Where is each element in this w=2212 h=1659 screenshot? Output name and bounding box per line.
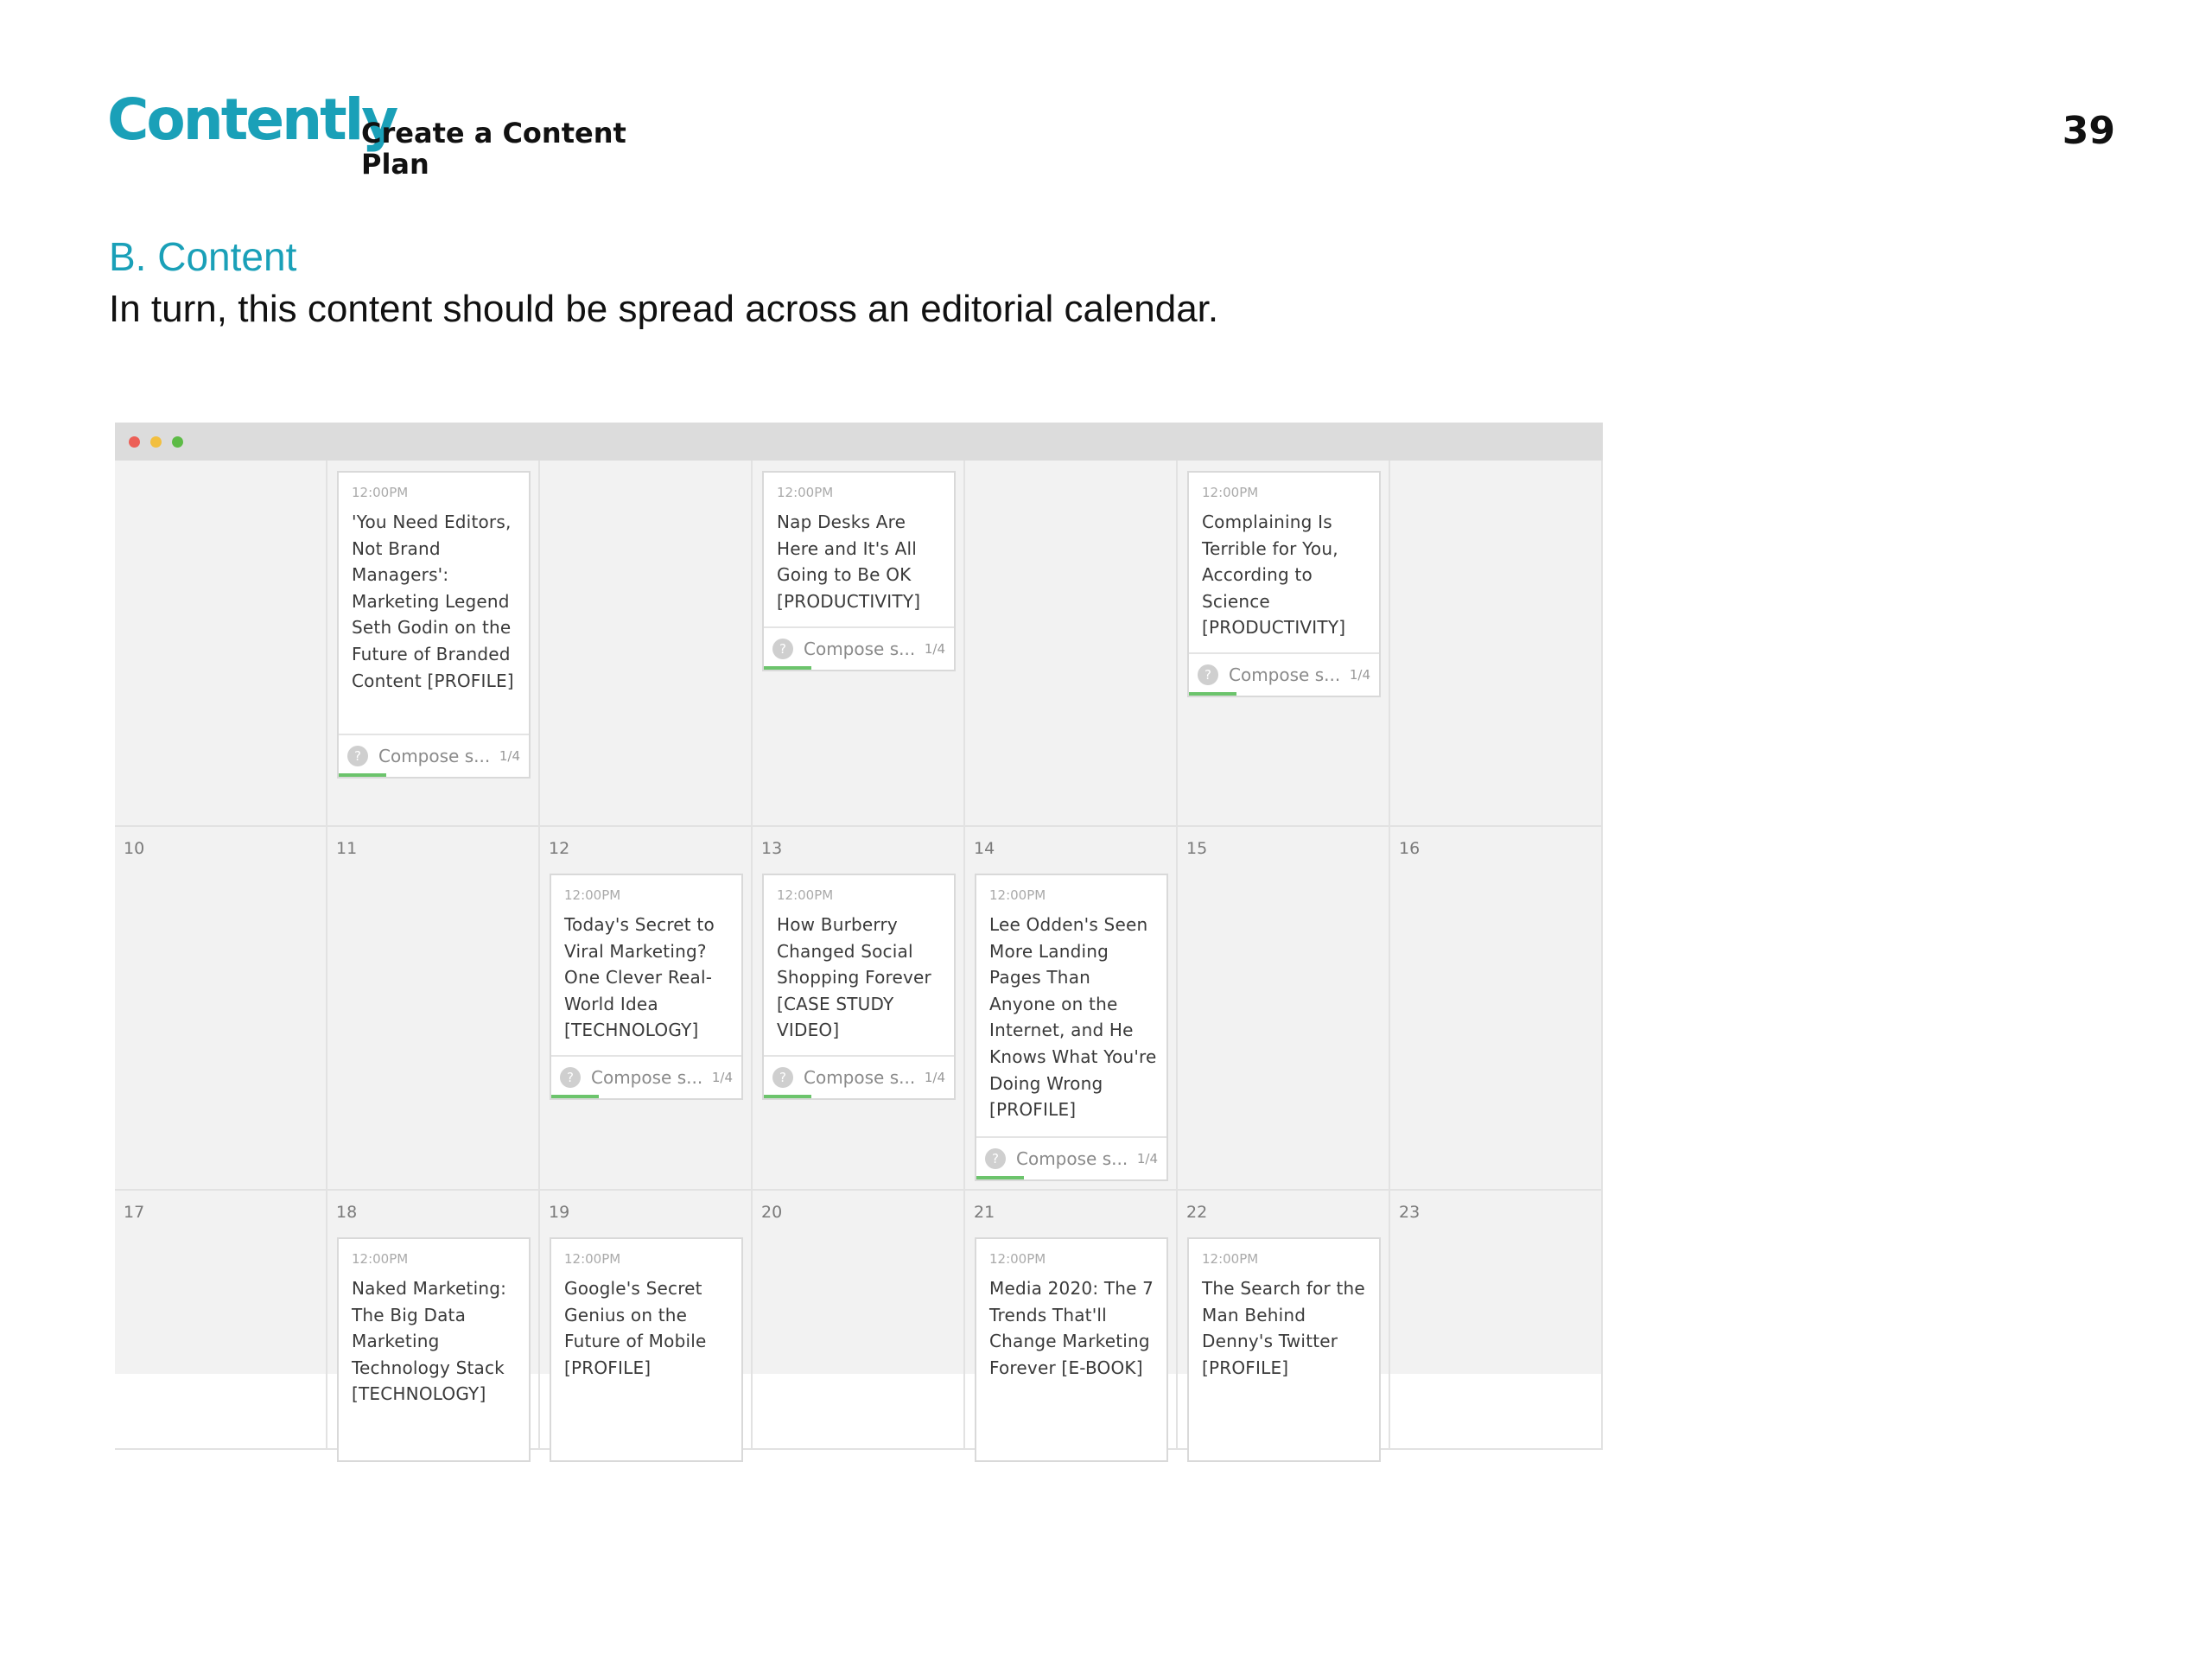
card-time: 12:00PM xyxy=(1202,1251,1259,1267)
calendar-day-cell[interactable] xyxy=(327,1191,540,1450)
calendar-day-cell[interactable] xyxy=(1390,1191,1603,1450)
calendar-day-cell[interactable] xyxy=(753,461,965,827)
card-title: The Search for the Man Behind Denny's Twitter [PROFILE] xyxy=(1202,1278,1365,1378)
calendar-day-number: 14 xyxy=(974,839,995,858)
calendar-day-cell[interactable] xyxy=(115,827,327,1191)
card-title: Lee Odden's Seen More Landing Pages Than Anyone on the Internet, and He Knows What You're Doing Wrong [PROFILE] xyxy=(989,914,1157,1121)
calendar-content-card[interactable] xyxy=(762,874,956,1100)
calendar-day-number: 20 xyxy=(761,1203,783,1222)
calendar-content-card[interactable] xyxy=(550,1237,743,1462)
page-number: 39 xyxy=(2062,109,2115,153)
minimize-window-dot-icon xyxy=(150,436,162,448)
card-title: Nap Desks Are Here and It's All Going to Be OK [PRODUCTIVITY] xyxy=(777,512,921,612)
contently-logo: Contently xyxy=(107,86,397,153)
card-title: Naked Marketing: The Big Data Marketing Technology Stack [TECHNOLOGY] xyxy=(352,1278,507,1405)
card-step-count: 1/4 xyxy=(1349,667,1370,683)
question-mark-icon: ? xyxy=(347,746,368,766)
card-compose-status: Compose s... xyxy=(1016,1148,1128,1169)
card-compose-status: Compose s... xyxy=(378,746,491,766)
question-mark-icon: ? xyxy=(985,1148,1006,1169)
calendar-day-number: 13 xyxy=(761,839,783,858)
calendar-day-number: 19 xyxy=(549,1203,570,1222)
calendar-content-card[interactable] xyxy=(1187,1237,1381,1462)
calendar-day-cell[interactable] xyxy=(965,827,1178,1191)
calendar-content-card[interactable] xyxy=(975,1237,1168,1462)
card-time: 12:00PM xyxy=(777,485,834,500)
question-mark-icon: ? xyxy=(772,639,793,659)
card-progress-bar xyxy=(976,1176,1024,1179)
card-title: 'You Need Editors, Not Brand Managers': Marketing Legend Seth Godin on the Future of Branded Content [PROFILE] xyxy=(352,512,514,691)
calendar-window-screenshot xyxy=(115,423,1603,1405)
calendar-day-number: 15 xyxy=(1186,839,1208,858)
card-status-footer[interactable] xyxy=(551,1055,741,1098)
calendar-day-cell[interactable] xyxy=(327,461,540,827)
calendar-content-card[interactable] xyxy=(975,874,1168,1181)
calendar-day-number: 23 xyxy=(1399,1203,1421,1222)
card-compose-status: Compose s... xyxy=(804,1067,916,1088)
calendar-content-card[interactable] xyxy=(1187,471,1381,697)
calendar-content-card[interactable] xyxy=(762,471,956,671)
card-step-count: 1/4 xyxy=(499,748,520,764)
question-mark-icon: ? xyxy=(772,1067,793,1088)
calendar-day-number: 21 xyxy=(974,1203,995,1222)
calendar-content-card[interactable] xyxy=(337,471,531,779)
calendar-day-cell[interactable] xyxy=(1178,461,1390,827)
close-window-dot-icon xyxy=(129,436,140,448)
card-title: Today's Secret to Viral Marketing? One Clever Real-World Idea [TECHNOLOGY] xyxy=(564,914,715,1041)
calendar-day-cell[interactable] xyxy=(965,461,1178,827)
calendar-day-cell[interactable] xyxy=(753,827,965,1191)
question-mark-icon: ? xyxy=(560,1067,581,1088)
card-compose-status: Compose s... xyxy=(591,1067,703,1088)
card-step-count: 1/4 xyxy=(1136,1151,1158,1166)
calendar-day-number: 18 xyxy=(336,1203,358,1222)
card-step-count: 1/4 xyxy=(924,1070,945,1085)
card-time: 12:00PM xyxy=(1202,485,1259,500)
card-progress-bar xyxy=(551,1095,599,1098)
card-time: 12:00PM xyxy=(352,1251,409,1267)
window-titlebar xyxy=(115,423,1603,461)
calendar-day-cell[interactable] xyxy=(540,827,753,1191)
calendar-day-cell[interactable] xyxy=(115,1191,327,1450)
card-title: Media 2020: The 7 Trends That'll Change Marketing Forever [E-BOOK] xyxy=(989,1278,1154,1378)
calendar-day-cell[interactable] xyxy=(1390,461,1603,827)
calendar-day-cell[interactable] xyxy=(1178,1191,1390,1450)
card-progress-bar xyxy=(1189,692,1236,696)
card-title: How Burberry Changed Social Shopping Forever [CASE STUDY VIDEO] xyxy=(777,914,931,1041)
question-mark-icon: ? xyxy=(1198,664,1218,685)
editorial-calendar-grid xyxy=(115,461,1603,1405)
card-time: 12:00PM xyxy=(564,887,621,903)
card-status-footer[interactable] xyxy=(764,1055,954,1098)
card-time: 12:00PM xyxy=(777,887,834,903)
maximize-window-dot-icon xyxy=(172,436,183,448)
card-title: Google's Secret Genius on the Future of Mobile [PROFILE] xyxy=(564,1278,707,1378)
section-body-text: In turn, this content should be spread across an editorial calendar. xyxy=(109,288,1219,330)
card-status-footer[interactable] xyxy=(339,734,529,777)
calendar-day-number: 10 xyxy=(124,839,145,858)
calendar-day-cell[interactable] xyxy=(965,1191,1178,1450)
calendar-day-number: 11 xyxy=(336,839,358,858)
card-status-footer[interactable] xyxy=(1189,652,1379,696)
card-status-footer[interactable] xyxy=(764,626,954,670)
calendar-day-number: 16 xyxy=(1399,839,1421,858)
card-progress-bar xyxy=(764,1095,811,1098)
calendar-day-number: 12 xyxy=(549,839,570,858)
card-time: 12:00PM xyxy=(989,1251,1046,1267)
card-title: Complaining Is Terrible for You, According to Science [PRODUCTIVITY] xyxy=(1202,512,1346,639)
calendar-day-number: 22 xyxy=(1186,1203,1208,1222)
calendar-day-cell[interactable] xyxy=(540,461,753,827)
calendar-content-card[interactable] xyxy=(337,1237,531,1462)
card-time: 12:00PM xyxy=(352,485,409,500)
card-step-count: 1/4 xyxy=(924,641,945,657)
card-compose-status: Compose s... xyxy=(1229,664,1341,685)
calendar-day-cell[interactable] xyxy=(540,1191,753,1450)
card-status-footer[interactable] xyxy=(976,1136,1166,1179)
card-time: 12:00PM xyxy=(564,1251,621,1267)
calendar-day-number: 17 xyxy=(124,1203,145,1222)
card-time: 12:00PM xyxy=(989,887,1046,903)
calendar-content-card[interactable] xyxy=(550,874,743,1100)
card-compose-status: Compose s... xyxy=(804,639,916,659)
section-heading: B. Content xyxy=(109,234,297,279)
card-progress-bar xyxy=(339,773,386,777)
calendar-day-cell[interactable] xyxy=(1178,827,1390,1191)
calendar-day-cell[interactable] xyxy=(115,461,327,827)
calendar-day-cell[interactable] xyxy=(753,1191,965,1450)
calendar-day-cell[interactable] xyxy=(327,827,540,1191)
card-step-count: 1/4 xyxy=(711,1070,733,1085)
document-title: Create a Content Plan xyxy=(361,117,626,181)
card-progress-bar xyxy=(764,666,811,670)
calendar-day-cell[interactable] xyxy=(1390,827,1603,1191)
